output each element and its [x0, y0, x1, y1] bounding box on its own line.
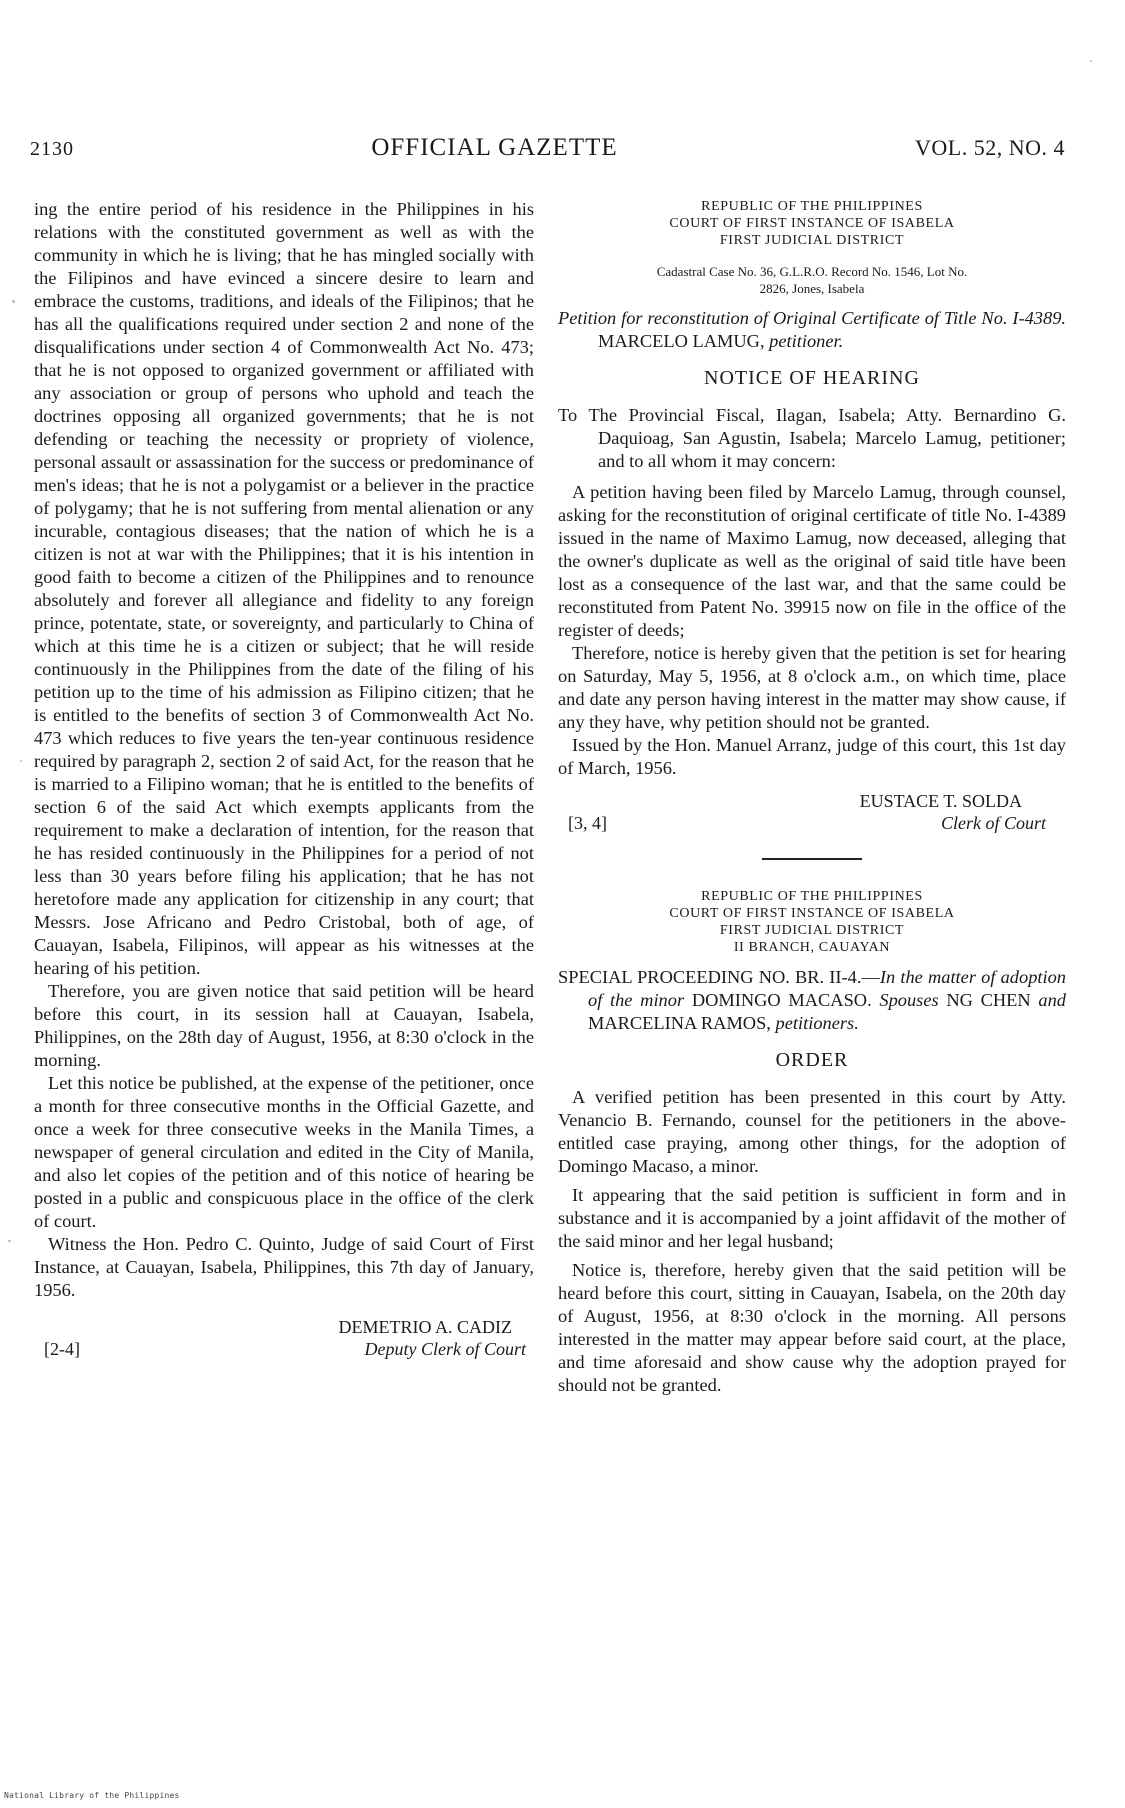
signature-row — [558, 813, 1066, 836]
court-line: COURT OF FIRST INSTANCE OF ISABELA — [669, 906, 955, 921]
case-line: Cadastral Case No. 36, G.L.R.O. Record No. 1546, Lot No. — [656, 264, 968, 279]
petitioner-name: NG CHEN — [946, 990, 1031, 1010]
caption-role: petitioners. — [775, 1013, 859, 1033]
left-column — [34, 198, 534, 1362]
addressee: To The Provincial Fiscal, Ilagan, Isabela; Atty. Bernardino G. Daquioag, San Agustin, Isabela; Marcelo Lamug, petitioner; and to all whom it may concern: — [558, 405, 1066, 471]
proceeding-label: SPECIAL PROCEEDING NO. BR. II-4. — [558, 967, 862, 987]
gazette-title: OFFICIAL GAZETTE — [371, 134, 618, 161]
petitioner-name: MARCELINA RAMOS, — [588, 1013, 771, 1033]
right-column — [558, 198, 1066, 1397]
petitioner-name: MARCELO LAMUG, — [598, 331, 765, 351]
notice-reconstitution — [558, 198, 1066, 836]
order-paragraph: It appearing that the said petition is sufficient in form and in substance and it is accompanied by a joint affidavit of the mother of the said minor and her legal husband; — [558, 1185, 1066, 1251]
caption-text: Spouses — [879, 990, 939, 1010]
hearing-paragraph: Therefore, you are given notice that said petition will be heard before this court, in its session hall at Cauayan, Isabela, Philippines, on the 28th day of August, 1956, at 8:30 o'clock in the morning. — [34, 981, 534, 1070]
case-caption — [558, 307, 1066, 353]
court-line: REPUBLIC OF THE PHILIPPINES — [701, 889, 923, 904]
signer-name: DEMETRIO A. CADIZ — [338, 1317, 512, 1337]
case-line: 2826, Jones, Isabela — [759, 281, 865, 296]
proceeding-caption: SPECIAL PROCEEDING NO. BR. II-4.—In the matter of adoption of the minor DOMINGO MACASO. Spouses NG CHEN and MARCELINA RAMOS, petitioners. — [558, 967, 1066, 1033]
court-line: FIRST JUDICIAL DISTRICT — [719, 923, 905, 938]
scan-speck — [8, 1240, 11, 1242]
caption-role: petitioner. — [769, 331, 844, 351]
caption-text: Petition for reconstitution of Original Certificate of Title No. I-4389. — [558, 308, 1066, 328]
court-line: II BRANCH, CAUAYAN — [733, 940, 891, 955]
court-line: FIRST JUDICIAL DISTRICT — [719, 233, 905, 248]
issued-paragraph: Issued by the Hon. Manuel Arranz, judge of this court, this 1st day of March, 1956. — [558, 735, 1066, 778]
issue-reference: [2-4] — [44, 1339, 80, 1359]
signature-row — [34, 1339, 534, 1362]
witness-paragraph: Witness the Hon. Pedro C. Quinto, Judge of said Court of First Instance, at Cauayan, Isabela, Philippines, this 7th day of January, 1956. — [34, 1234, 534, 1300]
scan-speck — [1090, 60, 1092, 62]
scan-speck — [12, 300, 15, 303]
signer-title: Clerk of Court — [940, 813, 1046, 833]
court-line: REPUBLIC OF THE PHILIPPINES — [701, 199, 923, 214]
signer-name: EUSTACE T. SOLDA — [859, 791, 1022, 811]
notice-adoption — [558, 888, 1066, 1397]
section-divider — [762, 858, 862, 860]
page-header — [30, 134, 1065, 170]
issue-reference: [3, 4] — [568, 813, 607, 833]
order-paragraph: Notice is, therefore, hereby given that the said petition will be heard before this court, sitting in Cauayan, Isabela, on the 20th day of August, 1956, at 8:30 o'clock in the morning. All persons interested in the matter may appear before said court, at the place, and time aforesaid and show cause why the adoption prayed for should not be granted. — [558, 1260, 1066, 1395]
notice-paragraph: Therefore, notice is hereby given that the petition is set for hearing on Saturday, May 5, 1956, at 8 o'clock a.m., on which time, place and date any person having interest in the matter may show cause, if any they have, why petition should not be granted. — [558, 643, 1066, 732]
caption-text: and — [1038, 990, 1066, 1010]
court-line: COURT OF FIRST INSTANCE OF ISABELA — [669, 216, 955, 231]
continued-paragraph: ing the entire period of his residence in the Philippines in his relations with the constituted government as well as with the community in which he is living; that he has mingled socially with the Filipinos and have evinced a sincere desire to learn and embrace the customs, traditions, and ideals of the Filipinos; that he has all the qualifications required under section 2 and none of the disqualifications under section 4 of Commonwealth Act No. 473; that he is not opposed to organized government or affiliated with any association or group of persons who uphold and teach the doctrines opposing all organized governments; that he is not defending or teaching the necessity or propriety of violence, personal assault or assassination for the success or predominance of men's ideas; that he is not a polygamist or a believer in the practice of polygamy; that he is not suffering from mental alienation or any incurable, contagious diseases; that the nation of which he is a citizen is not at war with the Philippines; that it is his intention in good faith to become a citizen of the Philippines and to renounce absolutely and forever all allegiance and fidelity to any foreign prince, potentate, state, or sovereignty, and particularly to China of which at this time he is a citizen or subject; that he will reside continuously in the Philippines from the date of the filing of his petition up to the time of his admission as Filipino citizen; that he is entitled to the benefits of section 3 of Commonwealth Act No. 473 which reduces to five years the ten-year continuous residence required by paragraph 2, section 2 of said Act, for the reason that he is married to a Filipino woman; that he is entitled to the benefits of section 6 of the said Act which exempts applicants from the requirement to make a declaration of intention, for the reason that he has resided continuously in the Philippines for a period of not less than 30 years before filing his application; that he has not heretofore made any application for citizenship in any court; that Messrs. Jose Africano and Pedro Cristobal, both of age, of Cauayan, Isabela, Filipinos, will appear as his witnesses at the hearing of his petition. — [34, 199, 534, 978]
petition-paragraph: A petition having been filed by Marcelo Lamug, through counsel, asking for the reconstitution of original certificate of title No. I-4389 issued in the name of Maximo Lamug, now deceased, alleging that the owner's duplicate as well as the original of said title have been lost as a consequence of the last war, and that the same could be reconstituted from Patent No. 39915 now on file in the office of the register of deeds; — [558, 482, 1066, 640]
signer-title: Deputy Clerk of Court — [364, 1339, 526, 1359]
minor-name: DOMINGO MACASO. — [691, 990, 872, 1010]
caption-text: In the matter of adoption of the minor — [588, 967, 1066, 1010]
notice-heading: NOTICE OF HEARING — [704, 367, 920, 389]
scan-speck — [20, 760, 22, 762]
page-number: 2130 — [30, 138, 74, 160]
order-paragraph: A verified petition has been presented in this court by Atty. Venancio B. Fernando, counsel for the petitioners in the above-entitled case praying, among other things, for the adoption of Domingo Macaso, a minor. — [558, 1087, 1066, 1176]
scan-footer: National Library of the Philippines — [4, 1791, 180, 1800]
order-heading: ORDER — [775, 1049, 849, 1071]
volume-number: VOL. 52, NO. 4 — [915, 135, 1065, 160]
publication-paragraph: Let this notice be published, at the expense of the petitioner, once a month for three consecutive months in the Official Gazette, and once a week for three consecutive weeks in the Manila Times, a newspaper of general circulation and edited in the City of Manila, and also let copies of the petition and of this notice of hearing be posted in a public and conspicuous place in the office of the clerk of court. — [34, 1073, 534, 1231]
